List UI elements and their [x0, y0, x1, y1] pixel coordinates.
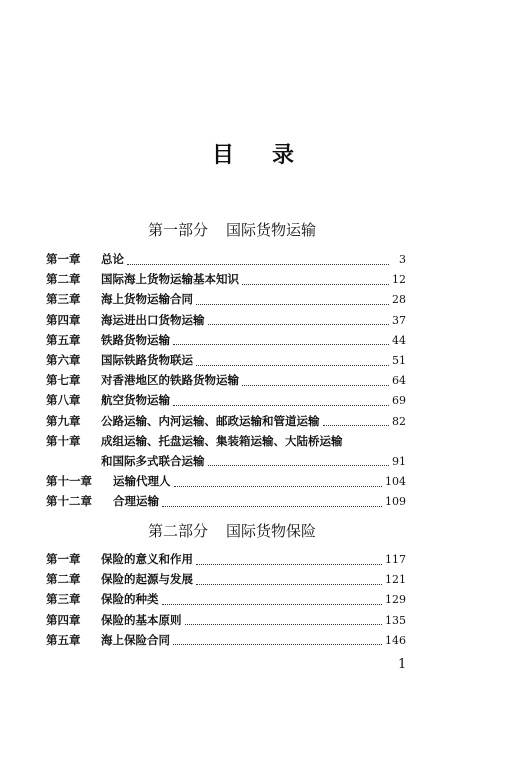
chapter-title: 保险的意义和作用 — [101, 552, 193, 566]
leader-dots — [173, 344, 389, 345]
leader-dots — [323, 425, 390, 426]
page-ref: 64 — [392, 374, 406, 388]
part-1-toc — [46, 251, 406, 513]
part-2-name: 国际货物保险 — [226, 522, 317, 540]
chapter-number: 第二章 — [46, 572, 81, 587]
chapter-number: 第五章 — [46, 632, 81, 647]
leader-dots — [208, 324, 390, 325]
chapter-number: 第九章 — [46, 413, 81, 428]
toc-entry — [46, 352, 406, 372]
page-ref: 44 — [392, 333, 406, 347]
toc-entry — [46, 433, 406, 453]
page-title — [0, 138, 506, 169]
page-ref: 51 — [392, 353, 406, 367]
toc-entry — [46, 392, 406, 412]
toc-entry — [46, 291, 406, 311]
page-ref: 129 — [385, 593, 406, 607]
part-1-heading — [148, 219, 316, 240]
leader-dots — [162, 604, 383, 605]
chapter-title: 保险的基本原则 — [101, 612, 182, 627]
chapter-number: 第十一章 — [46, 474, 92, 489]
chapter-title: 合理运输 — [113, 494, 159, 509]
part-2-heading — [148, 520, 316, 541]
chapter-number: 第二章 — [46, 272, 81, 287]
page-ref: 82 — [392, 414, 406, 428]
leader-dots — [196, 564, 382, 565]
leader-dots — [208, 465, 390, 466]
chapter-title: 总论 — [101, 252, 124, 266]
chapter-title: 海运进出口货物运输 — [101, 312, 205, 327]
leader-dots — [196, 304, 389, 305]
title-char-1: 目 — [211, 143, 234, 168]
chapter-title: 成组运输、托盘运输、集装箱运输、大陆桥运输 — [101, 433, 343, 448]
toc-entry — [46, 493, 406, 513]
page-ref: 135 — [385, 613, 406, 627]
toc-entry — [46, 571, 406, 591]
part-2-label: 第二部分 — [148, 522, 209, 540]
chapter-title: 海上货物运输合同 — [101, 292, 193, 307]
page-ref: 109 — [385, 495, 406, 509]
chapter-title: 保险的起源与发展 — [101, 572, 193, 587]
chapter-number: 第五章 — [46, 332, 81, 347]
leader-dots — [174, 486, 383, 487]
chapter-number: 第三章 — [46, 592, 81, 607]
page-ref: 91 — [392, 454, 406, 468]
chapter-number: 第十章 — [46, 433, 81, 448]
part-2-toc — [46, 551, 406, 652]
chapter-number: 第一章 — [46, 252, 81, 266]
chapter-title: 对香港地区的铁路货物运输 — [101, 373, 239, 388]
chapter-number: 第一章 — [46, 552, 81, 566]
toc-entry-continuation — [46, 453, 406, 473]
page-ref: 37 — [392, 313, 406, 327]
toc-entry — [46, 251, 406, 271]
leader-dots — [196, 584, 382, 585]
chapter-title: 公路运输、内河运输、邮政运输和管道运输 — [101, 413, 320, 428]
chapter-title-line-2: 和国际多式联合运输 — [101, 453, 205, 468]
chapter-number: 第八章 — [46, 393, 81, 408]
leader-dots — [242, 284, 389, 285]
chapter-number: 第十二章 — [46, 494, 92, 509]
chapter-title: 航空货物运输 — [101, 393, 170, 408]
page-ref: 121 — [385, 573, 406, 587]
toc-entry — [46, 612, 406, 632]
part-1-name: 国际货物运输 — [226, 221, 317, 239]
chapter-title: 保险的种类 — [101, 592, 159, 607]
page-ref: 12 — [392, 273, 406, 287]
chapter-title: 海上保险合同 — [101, 632, 170, 647]
toc-entry — [46, 551, 406, 571]
leader-dots — [173, 644, 382, 645]
leader-dots — [127, 264, 389, 265]
title-char-2: 录 — [272, 143, 295, 168]
page-ref: 28 — [392, 293, 406, 307]
page-ref: 3 — [399, 253, 406, 266]
toc-entry — [46, 413, 406, 433]
page-ref: 117 — [385, 553, 406, 566]
leader-dots — [173, 405, 389, 406]
chapter-number: 第四章 — [46, 612, 81, 627]
toc-entry — [46, 372, 406, 392]
toc-entry — [46, 312, 406, 332]
leader-dots — [242, 385, 389, 386]
leader-dots — [162, 506, 382, 507]
chapter-number: 第四章 — [46, 312, 81, 327]
page-ref: 69 — [392, 394, 406, 408]
page-ref: 104 — [385, 475, 406, 489]
toc-entry — [46, 332, 406, 352]
chapter-title: 运输代理人 — [113, 474, 171, 489]
chapter-number: 第七章 — [46, 373, 81, 388]
page-ref: 146 — [385, 633, 406, 647]
toc-entry — [46, 473, 406, 493]
toc-entry — [46, 632, 406, 652]
chapter-title: 国际海上货物运输基本知识 — [101, 272, 239, 287]
leader-dots — [196, 365, 389, 366]
chapter-title: 国际铁路货物联运 — [101, 352, 193, 367]
part-1-label: 第一部分 — [148, 221, 209, 239]
page-number: 1 — [398, 657, 407, 672]
toc-entry — [46, 591, 406, 611]
leader-dots — [185, 624, 383, 625]
chapter-number: 第六章 — [46, 352, 81, 367]
chapter-title: 铁路货物运输 — [101, 332, 170, 347]
chapter-number: 第三章 — [46, 292, 81, 307]
toc-entry — [46, 271, 406, 291]
